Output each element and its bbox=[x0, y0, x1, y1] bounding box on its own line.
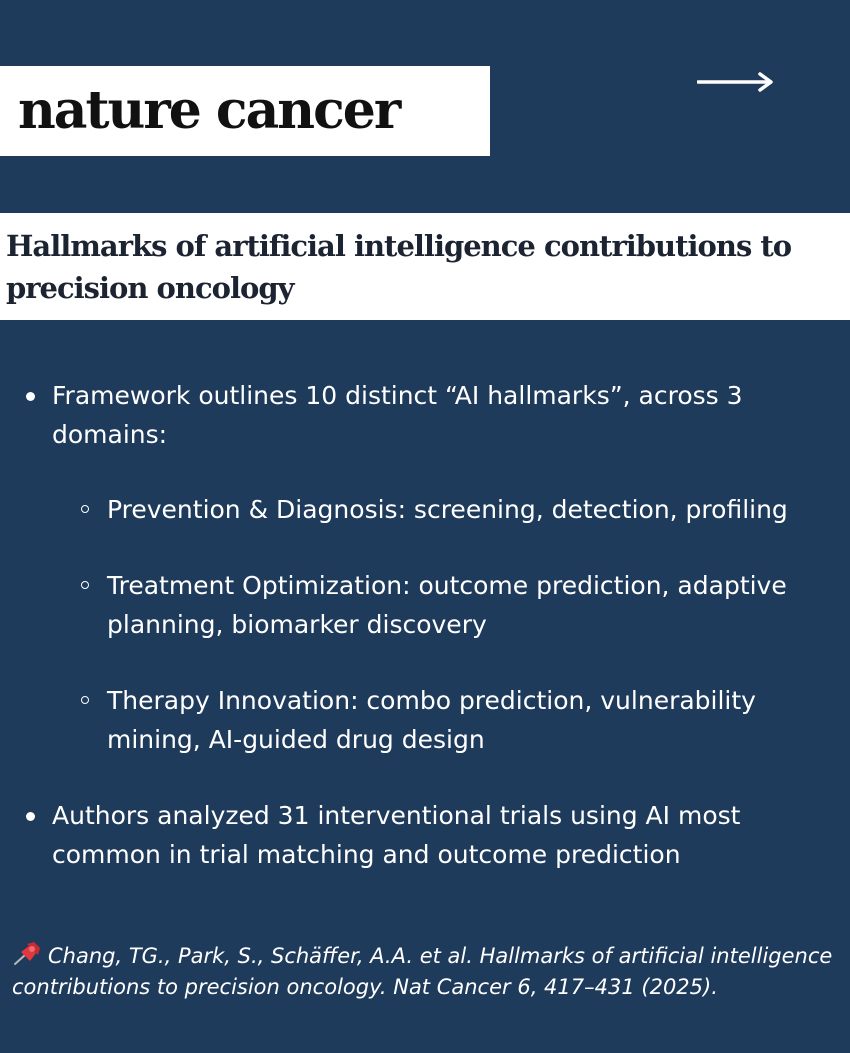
article-title: Hallmarks of artificial intelligence contributions to precision oncology bbox=[6, 229, 792, 305]
sub-bullet-therapy bbox=[0, 681, 850, 759]
citation-text: Chang, TG., Park, S., Schäffer, A.A. et al. Hallmarks of artificial intelligence contributions to precision oncology. Nat Cancer 6, 417–431 (2025). bbox=[12, 944, 833, 999]
bullet-trials bbox=[0, 796, 850, 874]
bullet-framework-text: Framework outlines 10 distinct “AI hallmarks”, across 3 domains: bbox=[52, 381, 743, 449]
sub-bullet-prevention bbox=[0, 490, 850, 529]
sub-bullet-ring bbox=[81, 581, 89, 589]
sub-bullet-treatment bbox=[0, 566, 850, 644]
journal-logo-text: nature cancer bbox=[18, 80, 400, 141]
bullet-trials-text: Authors analyzed 31 interventional trials using AI most common in trial matching and outcome prediction bbox=[52, 801, 741, 869]
bullet-framework bbox=[0, 376, 850, 454]
sub-bullet-prevention-text: Prevention & Diagnosis: screening, detection, profiling bbox=[107, 495, 788, 524]
journal-logo-banner bbox=[0, 66, 490, 156]
sub-bullet-treatment-text: Treatment Optimization: outcome prediction, adaptive planning, biomarker discovery bbox=[107, 571, 787, 639]
pushpin-icon bbox=[12, 942, 42, 966]
summary-list bbox=[0, 376, 850, 874]
sub-bullet-ring bbox=[81, 696, 89, 704]
sub-bullet-ring bbox=[81, 505, 89, 513]
bullet-dot bbox=[26, 812, 35, 821]
sub-bullet-therapy-text: Therapy Innovation: combo prediction, vulnerability mining, AI-guided drug design bbox=[107, 686, 756, 754]
arrow-right-icon[interactable] bbox=[697, 68, 777, 96]
article-title-banner bbox=[0, 213, 850, 320]
bullet-dot bbox=[26, 392, 35, 401]
citation bbox=[12, 941, 842, 1003]
